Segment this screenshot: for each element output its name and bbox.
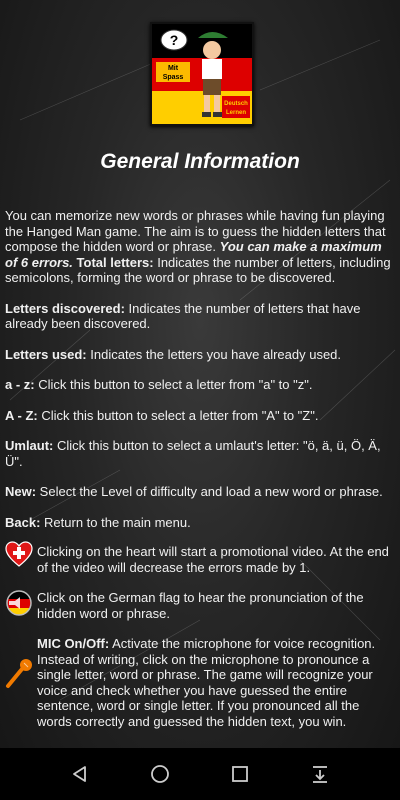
umlaut-button-info: Umlaut: Click this button to select a umlaut's letter: "ö, ä, ü, Ö, Ä, Ü". — [5, 438, 381, 469]
back-nav-button[interactable] — [60, 754, 100, 794]
letters-used-info: Letters used: Indicates the letters you have already used. — [5, 346, 342, 362]
heart-plus-icon — [5, 541, 33, 571]
flag-info: Click on the German flag to hear the pronunciation of the hidden word or phrase. — [5, 590, 392, 621]
recents-icon — [230, 764, 250, 784]
system-navigation-bar — [0, 748, 400, 800]
svg-text:Deutsch: Deutsch — [224, 101, 248, 107]
svg-text:Mit: Mit — [167, 65, 179, 72]
heart-info: Clicking on the heart will start a promotional video. At the end of the video will decrease the errors made by 1. — [5, 544, 392, 575]
back-button-info: Back: Return to the main menu. — [5, 514, 191, 530]
information-text — [5, 208, 392, 744]
svg-text:?: ? — [169, 32, 179, 48]
microphone-icon — [5, 658, 33, 694]
app-logo — [150, 22, 254, 126]
uppercase-button-info: A - Z: Click this button to select a letter from "A" to "Z". — [5, 407, 319, 423]
page-title: General Information — [100, 150, 300, 173]
svg-text:Spass: Spass — [162, 74, 184, 81]
german-flag-icon — [5, 589, 33, 621]
notification-pull-button[interactable] — [300, 754, 340, 794]
recents-nav-button[interactable] — [220, 754, 260, 794]
letters-discovered-info: Letters discovered: Indicates the number of letters that have already been discovered. — [5, 300, 361, 331]
lowercase-button-info: a - z: Click this button to select a letter from "a" to "z". — [5, 377, 313, 392]
notification-pull-icon — [310, 764, 330, 784]
home-icon — [150, 764, 170, 784]
home-nav-button[interactable] — [140, 754, 180, 794]
new-button-info: New: Select the Level of difficulty and load a new word or phrase. — [5, 484, 383, 499]
back-icon — [70, 764, 90, 784]
intro-paragraph: You can memorize new words or phrases while having fun playing the Hanged Man game. The aim is to guess the hidden letters that compose the hidden word or phrase. You can make a maximum of 6 errors. Total letters: Indicates the number of letters, including semicolons, forming the word or phrase to be discovered. — [5, 208, 391, 285]
mic-info: MIC On/Off: Activate the microphone for voice recognition. Instead of writing, click on the microphone to pronounce a single letter, word or phrase. The game will recognize your voice and check whether you have guessed the entire sentence, word or single letter. If you pronounced all the words correctly and guessed the hidden text, you win. — [5, 636, 392, 729]
svg-text:Lernen: Lernen — [225, 110, 247, 116]
